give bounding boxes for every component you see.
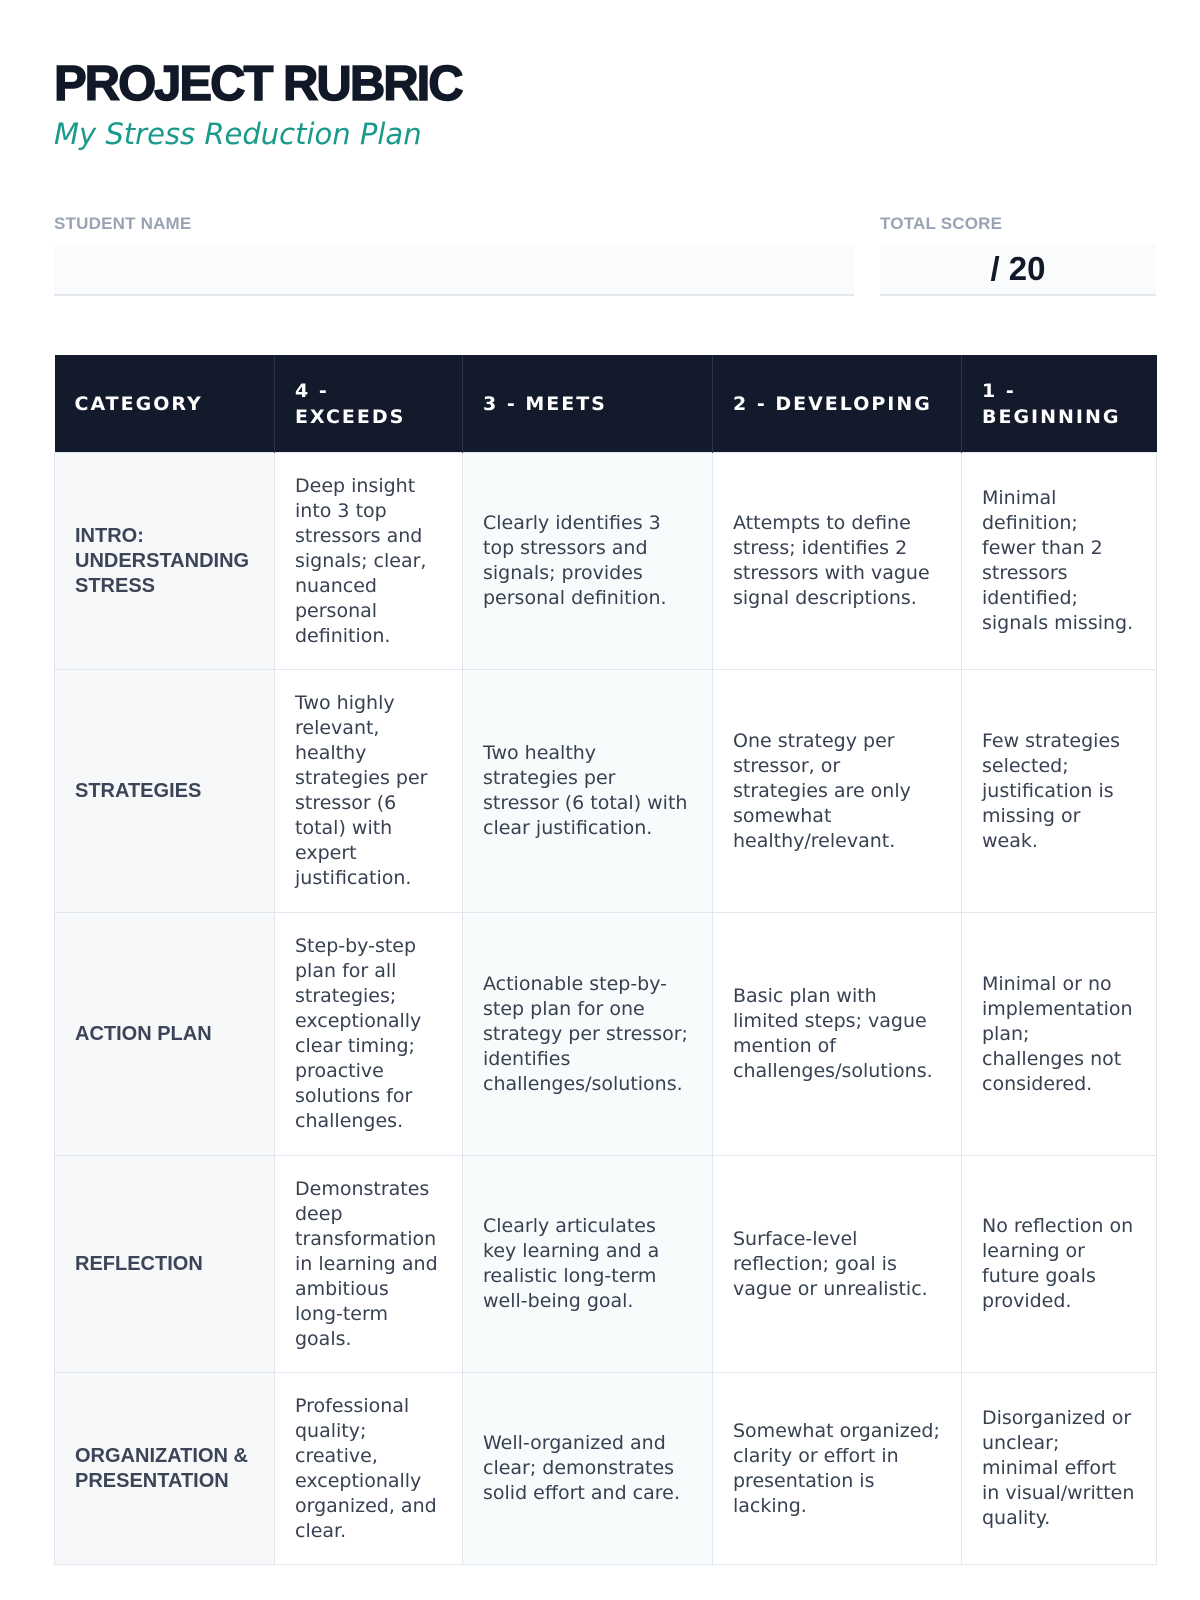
rubric-page xyxy=(54,56,1156,1542)
total-score-label: TOTAL SCORE xyxy=(880,214,1003,233)
developing-cell: Surface-level reflection; goal is vague or unrealistic. xyxy=(713,1156,962,1373)
header-meets: 3 - MEETS xyxy=(463,355,713,453)
header-developing: 2 - DEVELOPING xyxy=(713,355,962,453)
header-beginning: 1 - BEGINNING xyxy=(962,355,1157,453)
beginning-cell: Minimal definition; fewer than 2 stressors identified; signals missing. xyxy=(962,453,1157,670)
beginning-cell: Disorganized or unclear; minimal effort in visual/written quality. xyxy=(962,1373,1157,1565)
student-name-input[interactable] xyxy=(54,244,854,296)
category-cell: ORGANIZATION & PRESENTATION xyxy=(55,1373,275,1565)
category-cell: STRATEGIES xyxy=(55,670,275,913)
total-score-field xyxy=(880,214,1156,296)
exceeds-cell: Professional quality; creative, exceptionally organized, and clear. xyxy=(275,1373,463,1565)
table-row xyxy=(55,1373,1157,1565)
exceeds-cell: Demonstrates deep transformation in learning and ambitious long-term goals. xyxy=(275,1156,463,1373)
table-header-row xyxy=(55,355,1157,453)
table-row xyxy=(55,913,1157,1156)
student-name-field xyxy=(54,214,854,296)
meets-cell: Well-organized and clear; demonstrates solid effort and care. xyxy=(463,1373,713,1565)
meets-cell: Clearly identifies 3 top stressors and signals; provides personal definition. xyxy=(463,453,713,670)
page-subtitle: My Stress Reduction Plan xyxy=(54,117,422,151)
developing-cell: One strategy per stressor, or strategies are only somewhat healthy/relevant. xyxy=(713,670,962,913)
exceeds-cell: Deep insight into 3 top stressors and signals; clear, nuanced personal definition. xyxy=(275,453,463,670)
rubric-table xyxy=(54,355,1157,1565)
exceeds-cell: Step-by-step plan for all strategies; exceptionally clear timing; proactive solutions for challenges. xyxy=(275,913,463,1156)
beginning-cell: Minimal or no implementation plan; challenges not considered. xyxy=(962,913,1157,1156)
total-score-input[interactable]: / 20 xyxy=(880,244,1156,296)
table-row xyxy=(55,453,1157,670)
beginning-cell: Few strategies selected; justification is missing or weak. xyxy=(962,670,1157,913)
table-row xyxy=(55,1156,1157,1373)
meets-cell: Two healthy strategies per stressor (6 total) with clear justification. xyxy=(463,670,713,913)
table-row xyxy=(55,670,1157,913)
meets-cell: Clearly articulates key learning and a realistic long-term well-being goal. xyxy=(463,1156,713,1373)
page-title: PROJECT RUBRIC xyxy=(54,57,462,111)
info-fields xyxy=(54,214,1156,304)
category-cell: INTRO: UNDERSTANDING STRESS xyxy=(55,453,275,670)
category-cell: ACTION PLAN xyxy=(55,913,275,1156)
developing-cell: Basic plan with limited steps; vague mention of challenges/solutions. xyxy=(713,913,962,1156)
developing-cell: Somewhat organized; clarity or effort in presentation is lacking. xyxy=(713,1373,962,1565)
meets-cell: Actionable step-by-step plan for one strategy per stressor; identifies challenges/solutions. xyxy=(463,913,713,1156)
exceeds-cell: Two highly relevant, healthy strategies per stressor (6 total) with expert justification. xyxy=(275,670,463,913)
developing-cell: Attempts to define stress; identifies 2 stressors with vague signal descriptions. xyxy=(713,453,962,670)
student-name-label: STUDENT NAME xyxy=(54,214,192,233)
header-category: CATEGORY xyxy=(55,355,275,453)
beginning-cell: No reflection on learning or future goals provided. xyxy=(962,1156,1157,1373)
header-exceeds: 4 - EXCEEDS xyxy=(275,355,463,453)
category-cell: REFLECTION xyxy=(55,1156,275,1373)
